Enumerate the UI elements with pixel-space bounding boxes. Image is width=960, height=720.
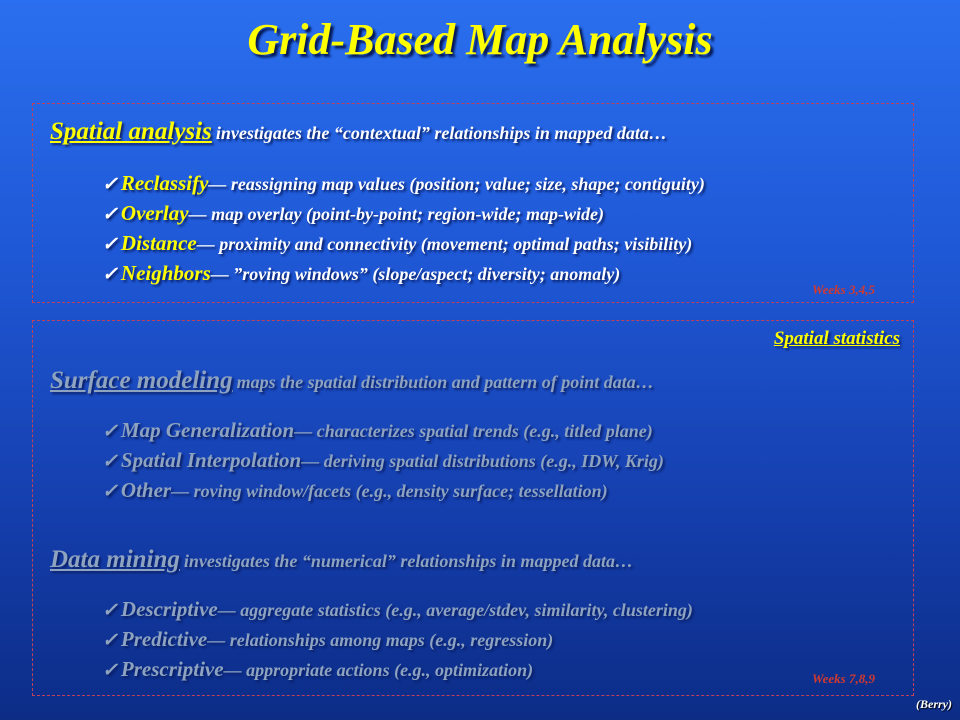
surface-modeling-heading	[50, 367, 654, 395]
author-credit: (Berry)	[916, 697, 952, 711]
list-item	[102, 415, 664, 445]
check-icon: ✓	[102, 421, 118, 442]
item-desc: — relationships among maps (e.g., regression)	[207, 630, 554, 650]
data-mining-key: Data mining	[50, 546, 180, 573]
data-mining-list	[102, 594, 693, 684]
check-icon: ✓	[102, 204, 118, 225]
list-item	[102, 654, 693, 684]
item-desc: — reassigning map values (position; value; size, shape; contiguity)	[208, 174, 705, 194]
list-item	[102, 258, 705, 288]
item-key: Map Generalization	[120, 418, 295, 442]
list-item	[102, 475, 664, 505]
item-desc: — map overlay (point-by-point; region-wide; map-wide)	[188, 204, 605, 224]
item-desc: — roving window/facets (e.g., density surface; tessellation)	[171, 481, 608, 501]
spatial-statistics-label: Spatial statistics	[773, 328, 900, 349]
list-item	[102, 168, 705, 198]
item-desc: — characterizes spatial trends (e.g., titled plane)	[294, 421, 653, 441]
item-desc: — proximity and connectivity (movement; optimal paths; visibility)	[196, 234, 693, 254]
check-icon: ✓	[102, 174, 118, 195]
item-key: Distance	[120, 231, 197, 255]
spatial-analysis-list	[102, 168, 705, 288]
item-key: Descriptive	[120, 597, 218, 621]
surface-modeling-desc: maps the spatial distribution and pattern of point data…	[236, 372, 654, 392]
list-item	[102, 228, 705, 258]
item-key: Predictive	[120, 627, 208, 651]
data-mining-desc: investigates the “numerical” relationships in mapped data…	[183, 551, 633, 571]
check-icon: ✓	[102, 451, 118, 472]
check-icon: ✓	[102, 660, 118, 681]
item-key: Prescriptive	[120, 657, 224, 681]
weeks-label-2: Weeks 7,8,9	[812, 671, 875, 686]
check-icon: ✓	[102, 600, 118, 621]
list-item	[102, 594, 693, 624]
data-mining-heading	[50, 546, 633, 574]
item-key: Reclassify	[120, 171, 209, 195]
item-key: Overlay	[120, 201, 189, 225]
list-item	[102, 198, 705, 228]
surface-modeling-list	[102, 415, 664, 505]
list-item	[102, 445, 664, 475]
check-icon: ✓	[102, 234, 118, 255]
item-desc: — deriving spatial distributions (e.g., IDW, Krig)	[301, 451, 664, 471]
spatial-analysis-key: Spatial analysis	[50, 118, 212, 145]
item-key: Spatial Interpolation	[120, 448, 302, 472]
check-icon: ✓	[102, 264, 118, 285]
surface-modeling-key: Surface modeling	[50, 367, 233, 394]
item-key: Other	[120, 478, 172, 502]
item-desc: — appropriate actions (e.g., optimization)	[223, 660, 534, 680]
weeks-label-1: Weeks 3,4,5	[812, 282, 875, 297]
spatial-analysis-heading	[50, 118, 667, 146]
spatial-analysis-desc: investigates the “contextual” relationships in mapped data…	[215, 123, 667, 143]
slide-title: Grid-Based Map Analysis	[247, 15, 713, 64]
item-desc: — aggregate statistics (e.g., average/stdev, similarity, clustering)	[217, 600, 693, 620]
item-desc: — ”roving windows” (slope/aspect; diversity; anomaly)	[210, 264, 621, 284]
item-key: Neighbors	[120, 261, 211, 285]
list-item	[102, 624, 693, 654]
check-icon: ✓	[102, 481, 118, 502]
check-icon: ✓	[102, 630, 118, 651]
